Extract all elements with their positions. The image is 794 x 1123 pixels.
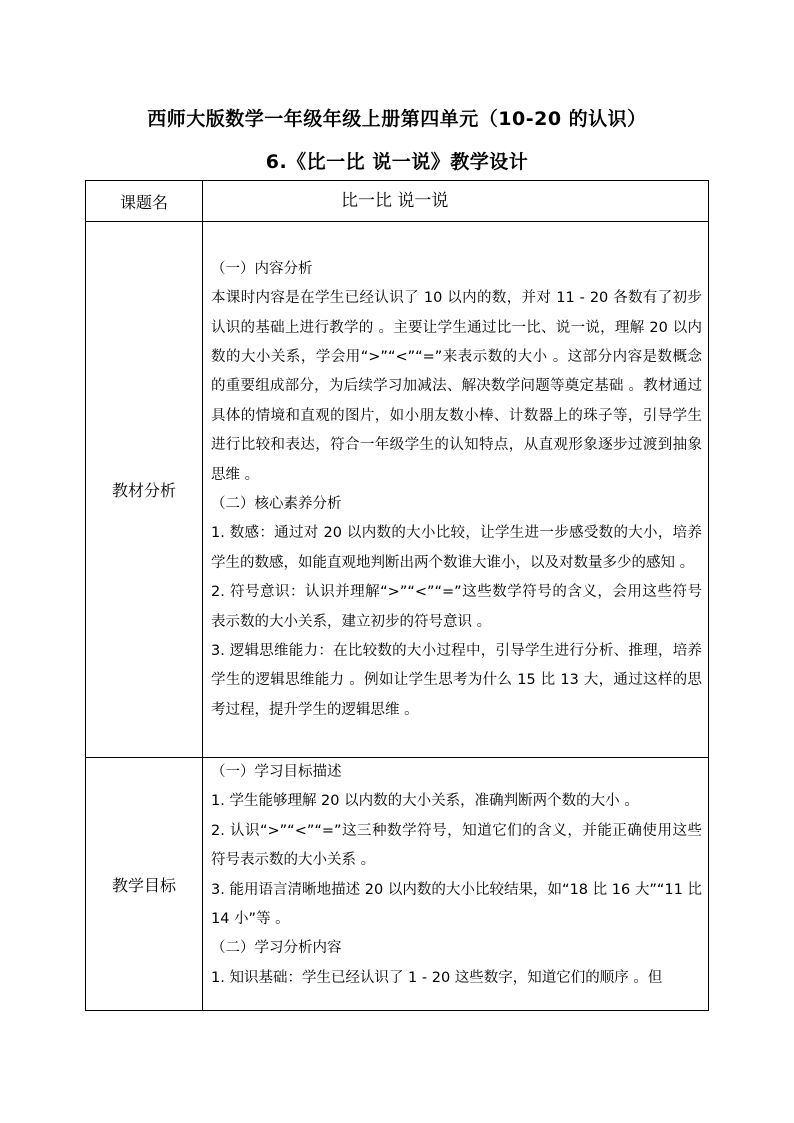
teaching-goals-cell xyxy=(203,758,709,1011)
document-subtitle: 6.《比一比 说一说》教学设计 xyxy=(265,151,529,173)
paragraph: 本课时内容是在学生已经认识了 10 以内的数，并对 11 - 20 各数有了初步认识的基础上进行教学的 。主要让学生通过比一比、说一说，理解 20 以内数的大小关系，学会用“>”“<”“=”来表示数的大小 。这部分内容是数概念的重要组成部分，为后续学习加减法、解决数学问题等奠定基础 。教材通过具体的情境和直观的图片，如小朋友数小棒、计数器上的珠子等，引导学生进行比较和表达，符合一年级学生的认知特点，从直观形象逐步过渡到抽象思维 。 xyxy=(211,290,702,483)
section-heading: （二）学习分析内容 xyxy=(211,940,342,957)
section-heading: （二）核心素养分析 xyxy=(211,496,342,512)
paragraph: 3. 能用语言清晰地描述 20 以内数的大小比较结果，如“18 比 16 大”“11 比 14 小”等 。 xyxy=(211,881,702,928)
label-teaching-goals: 教学目标 xyxy=(86,758,203,1011)
section-heading: （一）学习目标描述 xyxy=(211,764,342,780)
paragraph: 3. 逻辑思维能力：在比较数的大小过程中，引导学生进行分析、推理，培养学生的逻辑思维能力 。例如让学生思考为什么 15 比 13 大，通过这样的思考过程，提升学生的逻辑思维 。 xyxy=(211,643,702,718)
paragraph: 1. 学生能够理解 20 以内数的大小关系，准确判断两个数的大小 。 xyxy=(211,793,639,810)
document-title: 西师大版数学一年级年级上册第四单元（10-20 的认识） xyxy=(147,108,647,130)
label-subject: 课题名 xyxy=(86,181,203,222)
subject-cell xyxy=(203,181,709,222)
table-row-material-analysis xyxy=(86,222,709,758)
paragraph: 2. 认识“>”“<”“=”这三种数学符号，知道它们的含义，并能正确使用这些符号表示数的大小关系 。 xyxy=(211,822,702,869)
subject-value: 比一比 说一说 xyxy=(341,191,449,211)
table-row-subject xyxy=(86,181,709,222)
label-material-analysis: 教材分析 xyxy=(86,222,203,758)
lesson-plan-table xyxy=(85,180,709,1011)
paragraph: 1. 数感：通过对 20 以内数的大小比较，让学生进一步感受数的大小，培养学生的数感，如能直观地判断出两个数谁大谁小，以及对数量多少的感知 。 xyxy=(211,525,702,571)
paragraph: 1. 知识基础：学生已经认识了 1 - 20 这些数字，知道它们的顺序 。但 xyxy=(211,969,663,986)
table-row-teaching-goals xyxy=(86,758,709,1011)
material-analysis-cell xyxy=(203,222,709,758)
paragraph: 2. 符号意识：认识并理解“>”“<”“=”这些数学符号的含义，会用这些符号表示数的大小关系，建立初步的符号意识 。 xyxy=(211,584,702,630)
section-heading: （一）内容分析 xyxy=(211,260,313,277)
